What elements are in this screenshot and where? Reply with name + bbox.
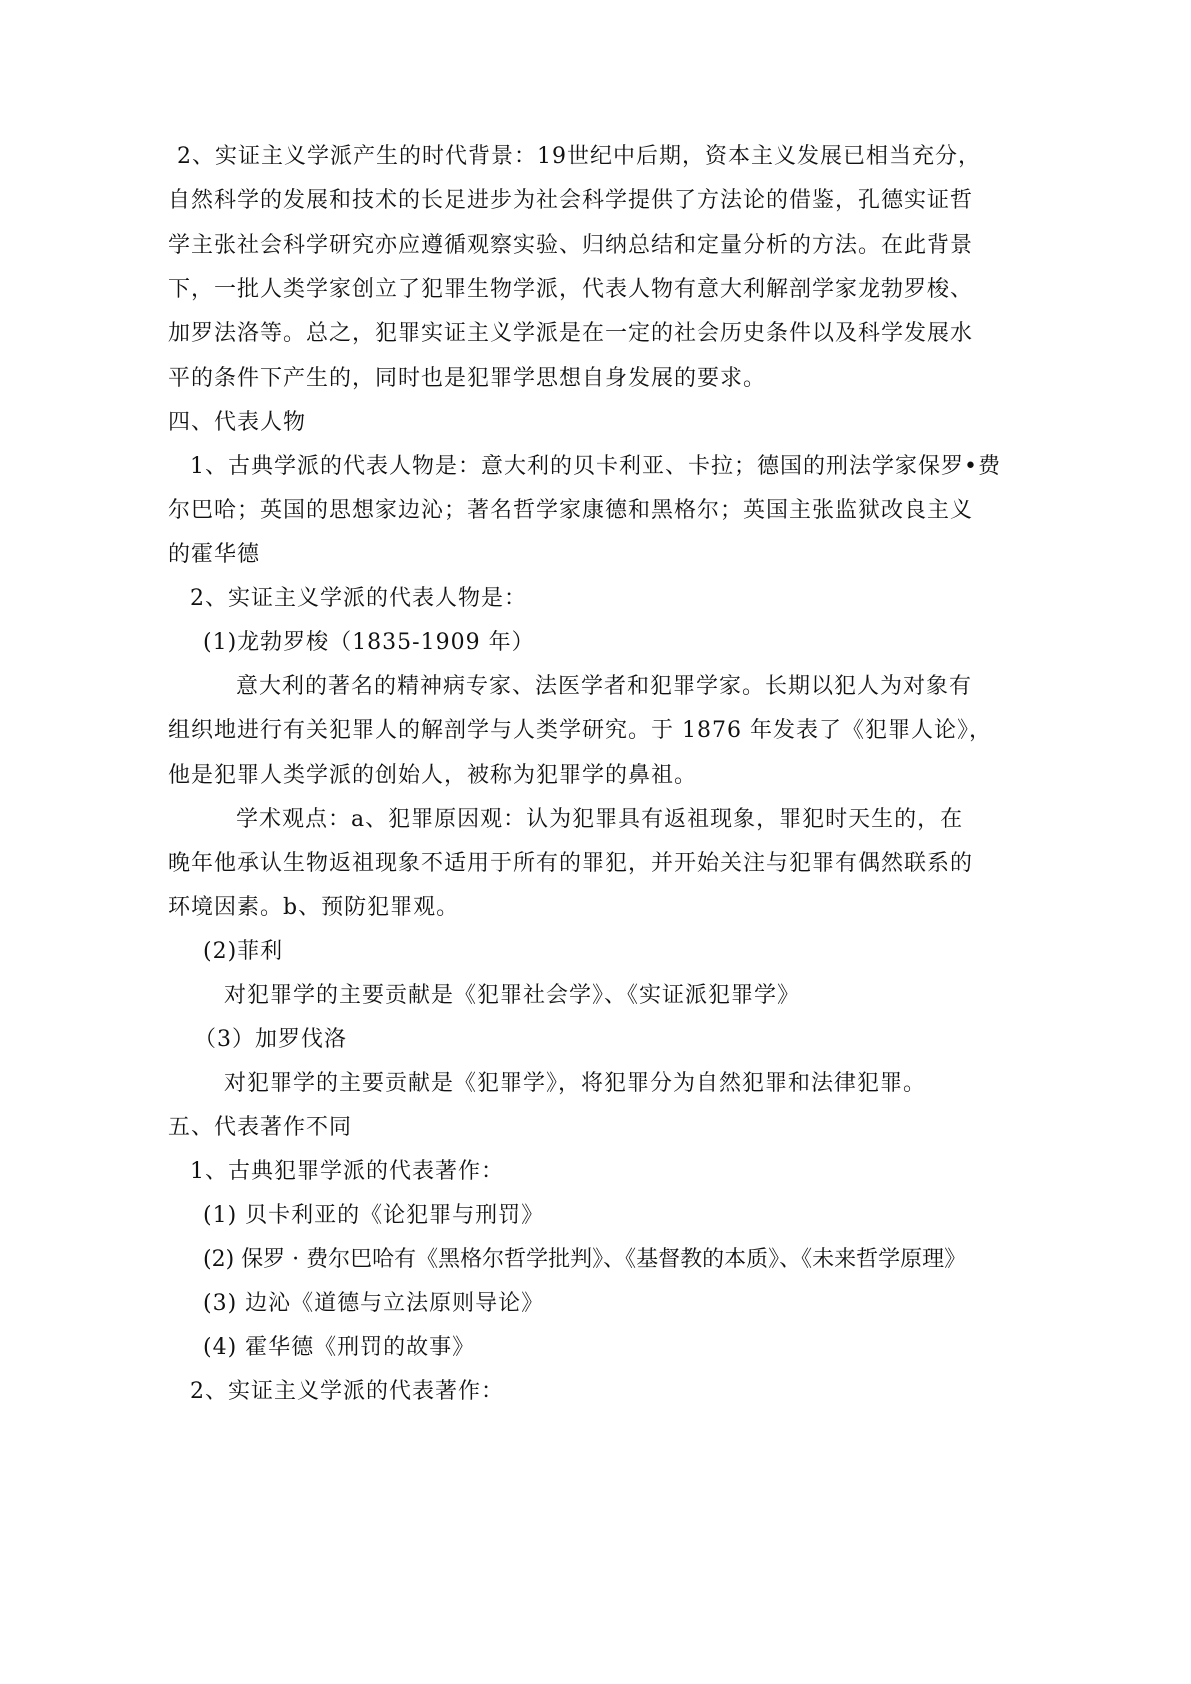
paragraph-line: 2、实证主义学派产生的时代背景：19世纪中后期，资本主义发展已相当充分， [177, 144, 981, 169]
paragraph-line: 组织地进行有关犯罪人的解剖学与人类学研究。于 1876 年发表了《犯罪人论》， [168, 718, 992, 743]
paragraph-line: 加罗法洛等。总之，犯罪实证主义学派是在一定的社会历史条件以及科学发展水 [168, 321, 974, 346]
paragraph-line: 平的条件下产生的，同时也是犯罪学思想自身发展的要求。 [168, 366, 767, 391]
paragraph-line: 意大利的著名的精神病专家、法医学者和犯罪学家。长期以犯人为对象有 [236, 674, 973, 699]
paragraph-line: 他是犯罪人类学派的创始人，被称为犯罪学的鼻祖。 [168, 763, 698, 788]
work-item: (4) 霍华德《刑罚的故事》 [203, 1335, 476, 1360]
person-title: (2)菲利 [203, 939, 284, 964]
person-title: (1)龙勃罗梭（1835-1909 年） [203, 630, 535, 655]
subsection-title: 1、古典犯罪学派的代表著作： [190, 1159, 504, 1184]
paragraph-line: 晚年他承认生物返祖现象不适用于所有的罪犯，并开始关注与犯罪有偶然联系的 [168, 851, 974, 876]
paragraph-line: 尔巴哈；英国的思想家边沁；著名哲学家康德和黑格尔；英国主张监狱改良主义 [168, 498, 974, 523]
person-title: （3）加罗伐洛 [194, 1027, 347, 1052]
work-item: (2) 保罗 · 费尔巴哈有《黑格尔哲学批判》、《基督教的本质》、《未来哲学原理》 [203, 1247, 967, 1272]
section-heading: 五、代表著作不同 [168, 1115, 353, 1140]
paragraph-line: 自然科学的发展和技术的长足进步为社会科学提供了方法论的借鉴，孔德实证哲 [168, 188, 974, 213]
section-heading: 四、代表人物 [168, 410, 307, 435]
paragraph-line: 对犯罪学的主要贡献是《犯罪社会学》、《实证派犯罪学》 [224, 983, 801, 1008]
paragraph-line: 学术观点：a、犯罪原因观：认为犯罪具有返祖现象，罪犯时天生的，在 [236, 807, 964, 832]
paragraph-line: 的霍华德 [168, 542, 261, 567]
paragraph-line: 对犯罪学的主要贡献是《犯罪学》，将犯罪分为自然犯罪和法律犯罪。 [224, 1071, 927, 1096]
paragraph-line: 1、古典学派的代表人物是：意大利的贝卡利亚、卡拉；德国的刑法学家保罗•费 [190, 454, 1001, 479]
subsection-title: 2、实证主义学派的代表著作： [190, 1379, 504, 1404]
paragraph-line: 学主张社会科学研究亦应遵循观察实验、归纳总结和定量分析的方法。在此背景 [168, 233, 974, 258]
subsection-title: 2、实证主义学派的代表人物是： [190, 586, 527, 611]
paragraph-line: 下，一批人类学家创立了犯罪生物学派，代表人物有意大利解剖学家龙勃罗梭、 [168, 277, 974, 302]
work-item: (3) 边沁《道德与立法原则导论》 [203, 1291, 545, 1316]
paragraph-line: 环境因素。b、预防犯罪观。 [168, 895, 460, 920]
work-item: (1) 贝卡利亚的《论犯罪与刑罚》 [203, 1203, 545, 1228]
